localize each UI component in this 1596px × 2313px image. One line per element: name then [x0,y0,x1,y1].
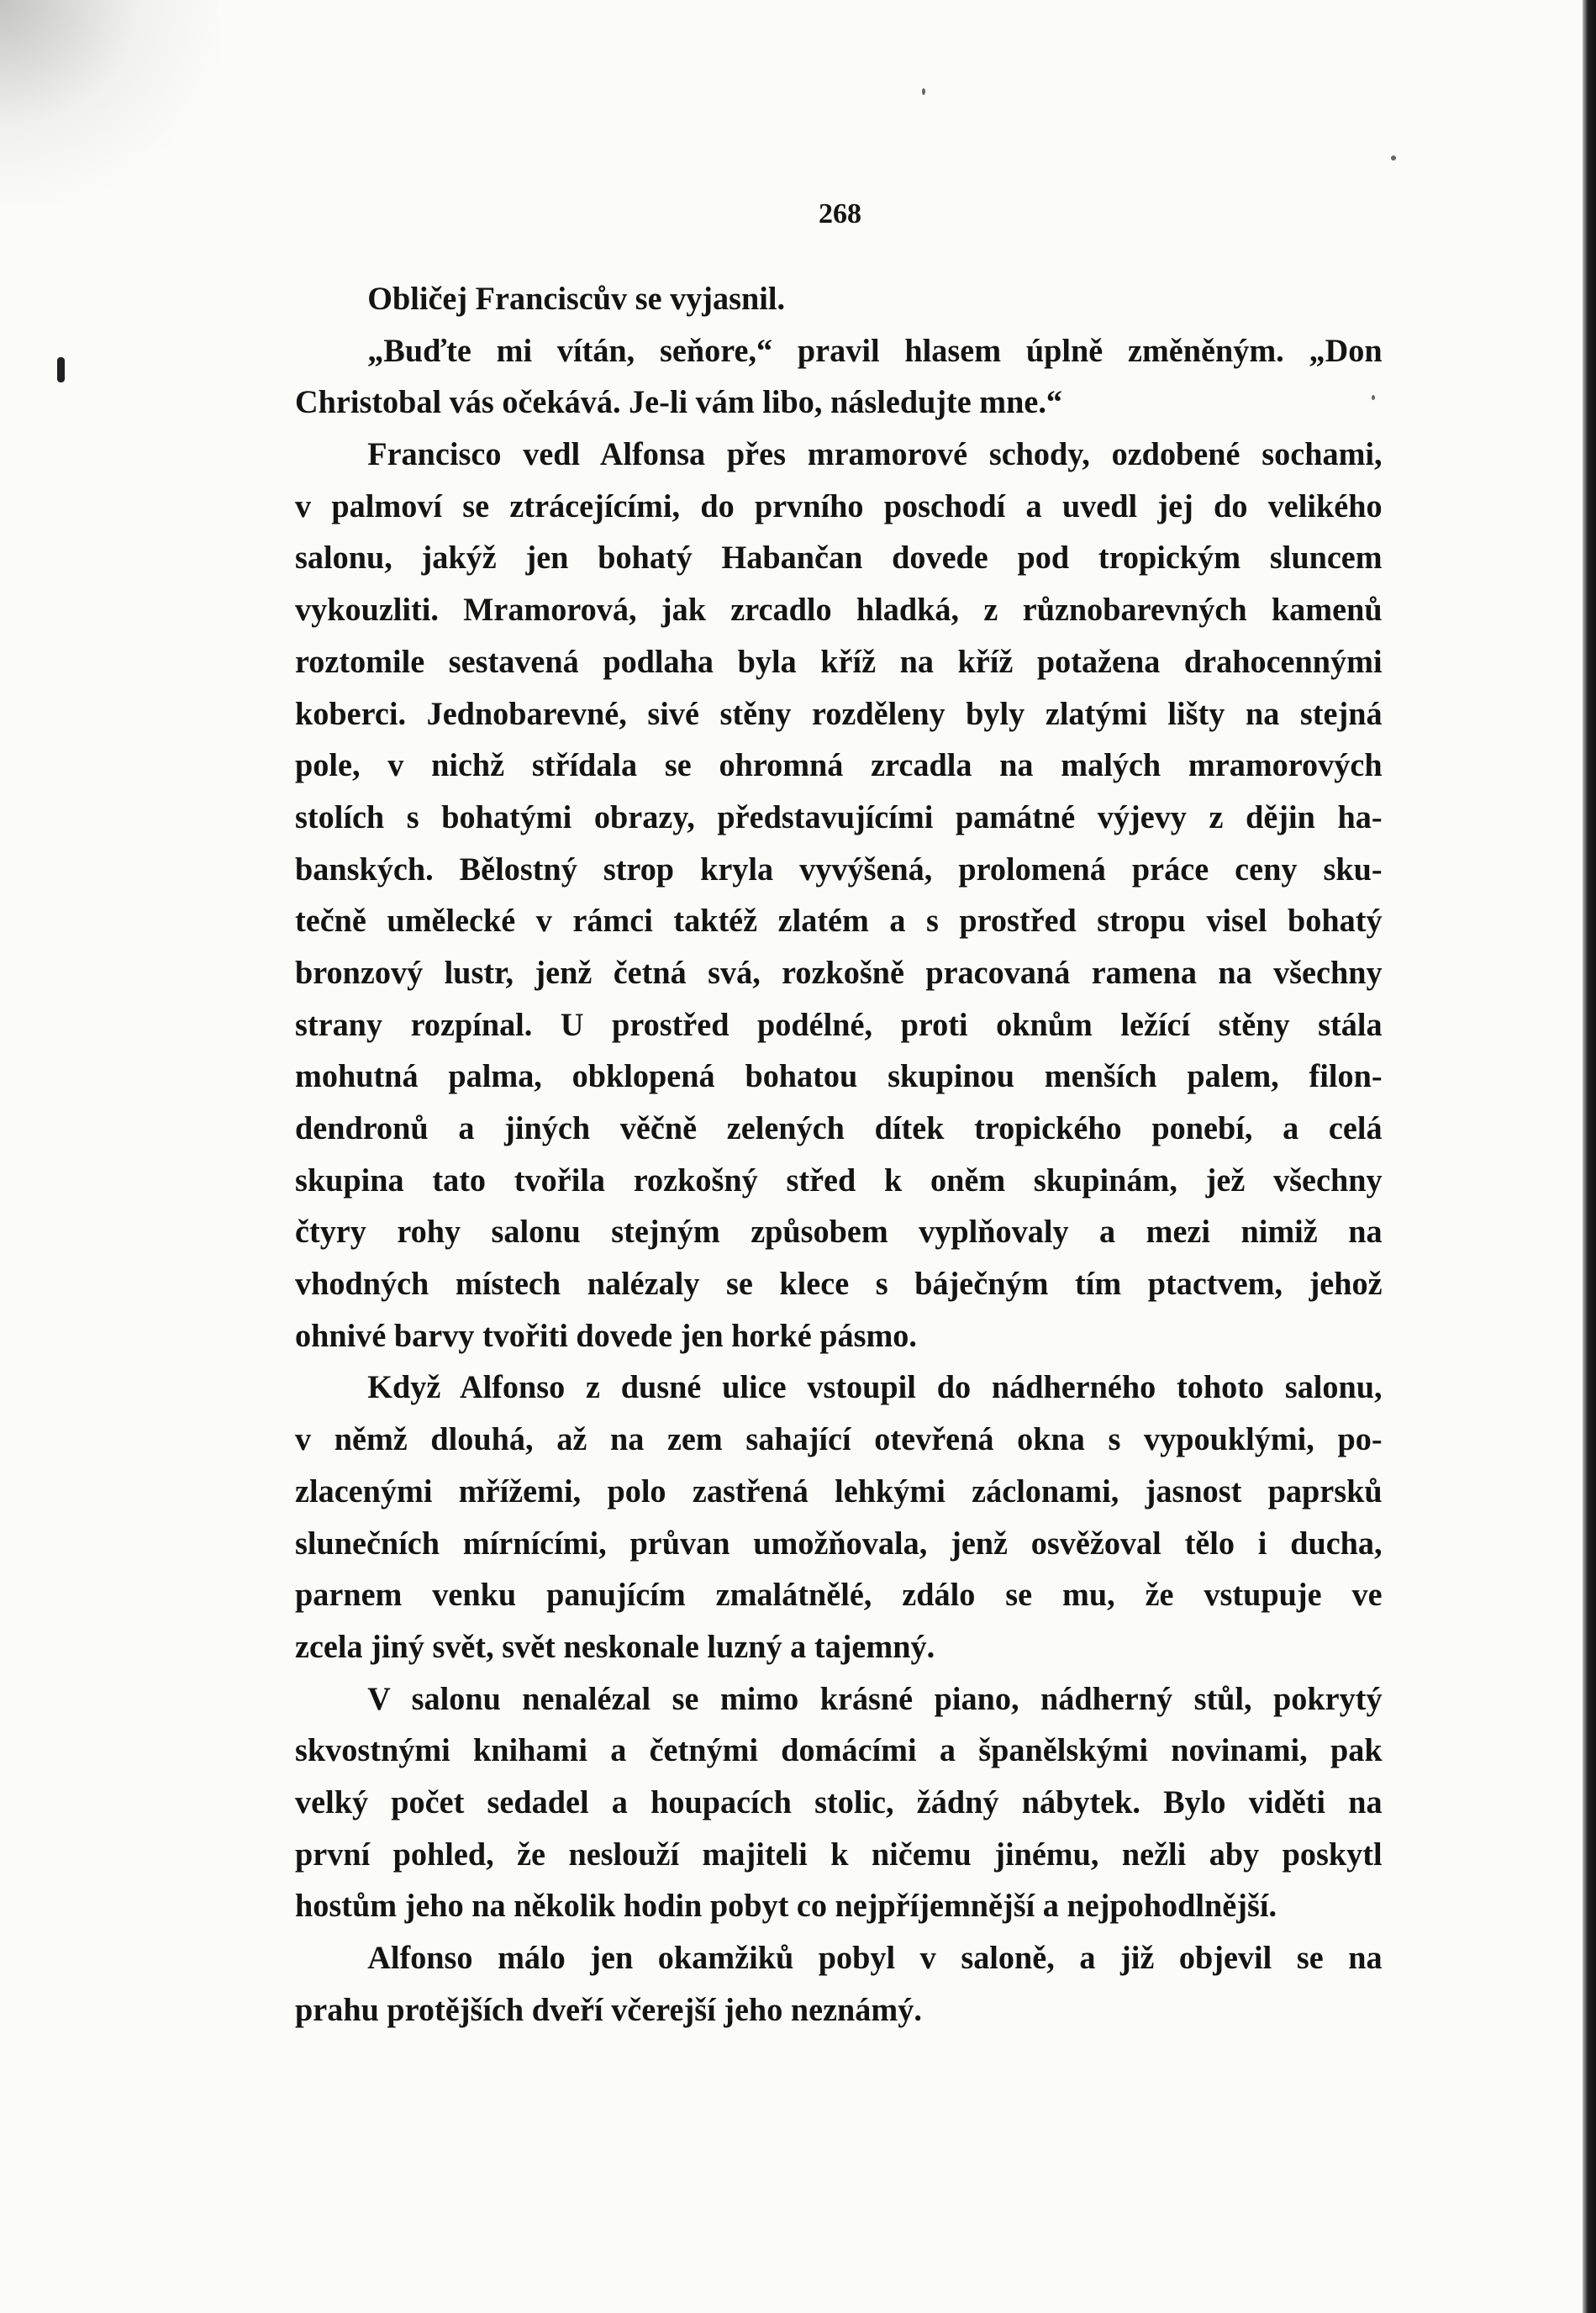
text-line: slunečních mírnícími, průvan umožňovala, jenž osvěžoval tělo i ducha, [295,1525,1383,1562]
scan-mark [57,357,65,382]
text-line: tečně umělecké v rámci taktéž zlatém a s prostřed stropu visel bohatý [295,903,1383,940]
text-line: V salonu nenalézal se mimo krásné piano, nádherný stůl, pokrytý [367,1680,1383,1717]
text-line: „Buďte mi vítán, seňore,“ pravil hlasem úplně změněným. „Don [367,332,1383,369]
text-line: Když Alfonso z dusné ulice vstoupil do nádherného tohoto salonu, [367,1369,1383,1406]
text-line: čtyry rohy salonu stejným způsobem vyplňovaly a mezi nimiž na [295,1214,1383,1251]
text-line: pole, v nichž střídala se ohromná zrcadla na malých mramorových [295,747,1383,784]
paragraph [295,429,1383,1362]
text-line: ohnivé barvy tvořiti dovede jen horké pásmo. [295,1317,917,1354]
text-line: bronzový lustr, jenž četná svá, rozkošně pracovaná ramena na všechny [295,954,1383,991]
text-line: v němž dlouhá, až na zem sahající otevřená okna s vypouklými, po- [295,1421,1383,1458]
text-line: skvostnými knihami a četnými domácími a španělskými novinami, pak [295,1732,1383,1769]
paragraph [295,273,1383,325]
paragraph [295,1932,1383,2036]
text-line: zcela jiný svět, svět neskonale luzný a tajemný. [295,1628,935,1665]
scan-speck [1391,155,1396,161]
text-line: dendronů a jiných věčně zelených dítek tropického ponebí, a celá [295,1110,1383,1146]
scan-speck [922,88,925,95]
text-line: parnem venku panujícím zmalátnělé, zdálo se mu, že vstupuje ve [295,1577,1383,1614]
text-line: stolích s bohatými obrazy, představujícími památné výjevy z dějin ha- [295,798,1383,835]
text-line: mohutná palma, obklopená bohatou skupinou menších palem, filon- [295,1058,1383,1095]
page-number: 268 [819,198,861,229]
text-line: první pohled, že neslouží majiteli k ničemu jinému, nežli aby poskytl [295,1836,1383,1873]
text-line: vhodných místech nalézaly se klece s báječným tím ptactvem, jehož [295,1266,1383,1303]
text-line: strany rozpínal. U prostřed podélné, proti oknům ležící stěny stála [295,1006,1383,1043]
text-line: banských. Bělostný strop kryla vyvýšená, prolomená práce ceny sku- [295,851,1383,888]
text-line: roztomile sestavená podlaha byla kříž na kříž potažena drahocennými [295,643,1383,680]
scan-page-edge [1583,0,1596,2313]
text-line: zlacenými mřížemi, polo zastřená lehkými záclonami, jasnost paprsků [295,1473,1383,1510]
paragraph [295,1673,1383,1932]
text-line: Francisco vedl Alfonsa přes mramorové schody, ozdobené sochami, [367,436,1383,473]
paragraph [295,1362,1383,1673]
text-line: hostům jeho na několik hodin pobyt co nejpříjemnější a nejpohodlnější. [295,1888,1277,1925]
text-line: salonu, jakýž jen bohatý Habančan dovede pod tropickým sluncem [295,540,1383,577]
text-line: vykouzliti. Mramorová, jak zrcadlo hladká, z různobarevných kamenů [295,592,1383,629]
paragraph [295,325,1383,429]
text-line: velký počet sedadel a houpacích stolic, žádný nábytek. Bylo viděti na [295,1783,1383,1820]
text-line: prahu protějších dveří včerejší jeho neznámý. [295,1991,922,2028]
text-line: skupina tato tvořila rozkošný střed k oněm skupinám, jež všechny [295,1162,1383,1199]
text-line: Obličej Franciscův se vyjasnil. [367,281,786,317]
scan-smudge [0,0,219,202]
text-line: koberci. Jednobarevné, sivé stěny rozděleny byly zlatými lišty na stejná [295,695,1383,732]
text-line: Christobal vás očekává. Je-li vám libo, následujte mne.“ [295,384,1063,421]
text-line: Alfonso málo jen okamžiků pobyl v saloně, a již objevil se na [367,1940,1383,1976]
text-line: v palmoví se ztrácejícími, do prvního poschodí a uvedl jej do velikého [295,487,1383,524]
body-text [295,273,1383,2036]
